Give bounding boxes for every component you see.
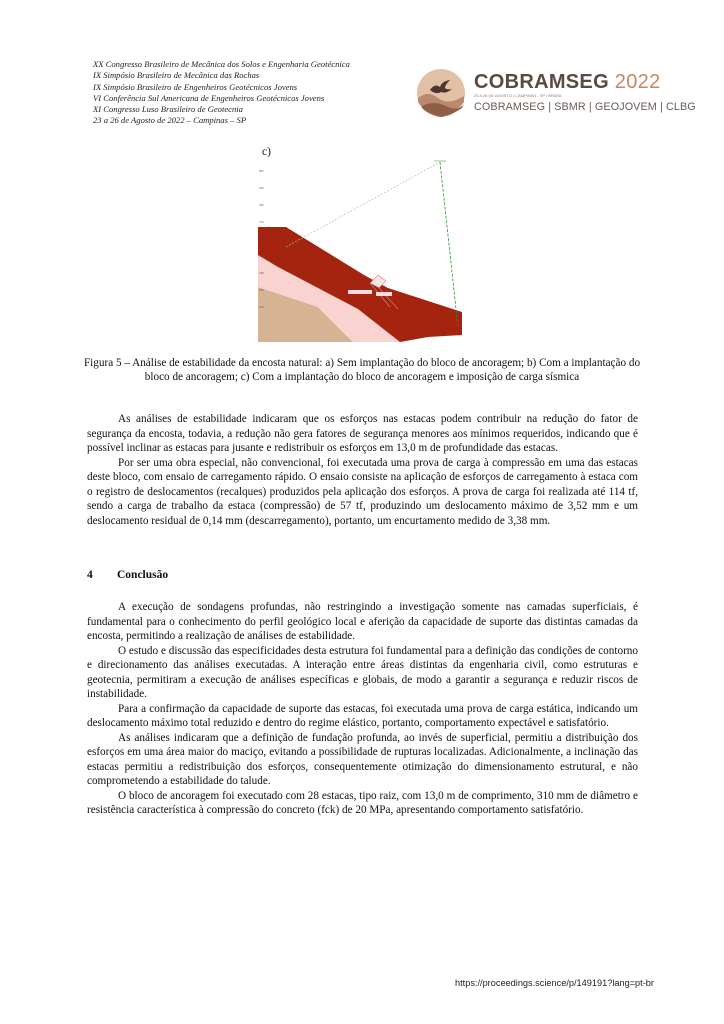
header-date: 23 a 26 de Agosto de 2022 – Campinas – SP — [93, 115, 247, 126]
paragraph: As análises indicaram que a definição de fundação profunda, ao invés de superficial, permitiu a distribuição dos esforços em uma área maior do maciço, evitando a possibilidade de rupturas localizadas. Adicionalmente, a inclinação das estacas permitiu a redistribuição dos esforços, consequentemente otimização do dimensionamento estrutural, e não comprometendo a estabilidade do talude. — [87, 731, 638, 787]
logo-tagline: 23 A 26 DE AGOSTO | CAMPINAS - SP | BRASIL — [474, 93, 563, 98]
header-line: IX Simpósio Brasileiro de Mecânica das Rochas — [93, 70, 260, 81]
elevation-label: 800 — [259, 170, 264, 173]
body-paragraphs-b — [87, 600, 638, 818]
elevation-label: 730 — [259, 289, 264, 292]
paragraph: A execução de sondagens profundas, não restringindo a investigação somente nas camadas superficiais, é fundamental para o conhecimento do perfil geológico local e aferição da capacidade de suporte das distintas camadas da encosta, permitindo a realização de análises de estabilidade. — [87, 601, 638, 642]
paragraph: Por ser uma obra especial, não convencional, foi executada uma prova de carga à compressão em uma das estacas deste bloco, com ensaio de carregamento rápido. O ensaio consiste na aplicação de esforços de carregamento à estaca com o registro de deslocamentos (recalques) produzidos pela aplicação dos esforços. A prova de carga foi realizada até 114 tf, sendo a carga de trabalho da estaca (compressão) de 57 tf, produzindo um deslocamento máximo de 3,52 mm e um deslocamento residual de 0,14 mm (descarregamento), portanto, um encurtamento medido de 3,38 mm. — [87, 456, 638, 527]
elevation-label: 780 — [259, 204, 264, 207]
conference-header — [93, 59, 413, 127]
header-line: VI Conferência Sul Americana de Engenheiros Geotécnicos Jovens — [93, 92, 325, 103]
label-box — [348, 290, 372, 294]
logo-subtitle: COBRAMSEG | SBMR | GEOJOVEM | CLBG — [474, 101, 696, 113]
elevation-label: 750 — [259, 255, 264, 258]
footer-url[interactable]: https://proceedings.science/p/149191?lang=pt-br — [455, 978, 654, 988]
elevation-label: 770 — [259, 221, 264, 224]
elevation-label: 720 — [259, 306, 264, 309]
elevation-label: 760 — [259, 238, 264, 241]
cobramseg-logo — [416, 68, 696, 120]
elevation-axis — [259, 170, 264, 309]
bird-emblem-icon — [416, 68, 466, 118]
paragraph: O bloco de ancoragem foi executado com 28 estacas, tipo raiz, com 13,0 m de comprimento, 310 mm de diâmetro e resistência característica à compressão do concreto (fck) de 20 MPa, apresentando comportamento satisfatório. — [87, 789, 638, 816]
elevation-label: 740 — [259, 272, 264, 275]
slip-surface-line — [286, 162, 440, 247]
anchor-line — [440, 162, 458, 327]
header-line: XI Congresso Luso Brasileiro de Geotecnia — [93, 104, 243, 115]
section-heading — [87, 569, 168, 581]
paragraph: As análises de estabilidade indicaram que os esforços nas estacas podem contribuir na redução do fator de segurança da encosta, todavia, a redução não gera fatores de segurança menores aos mínimos requeridos, indicando que é possível inclinar as estacas para jusante e redistribuir os esforços em 13,0 m de profundidade das estacas. — [87, 413, 638, 454]
figure-caption: Figura 5 – Análise de estabilidade da encosta natural: a) Sem implantação do bloco de ancoragem; b) Com a implantação do bloco de ancoragem; c) Com a implantação do bloco de ancoragem e imposição de carga sísmica — [83, 357, 641, 383]
header-line: XX Congresso Brasileiro de Mecânica dos Solos e Engenharia Geotécnica — [93, 59, 350, 69]
section-number: 4 — [87, 569, 93, 581]
header-line: IX Simpósio Brasileiro de Engenheiros Geotécnicos Jovens — [93, 81, 298, 92]
section-title: Conclusão — [117, 569, 169, 581]
figure-panel-label: c) — [262, 146, 271, 158]
paragraph: O estudo e discussão das especificidades desta estrutura foi fundamental para a definição das condições de contorno e direcionamento das análises executadas. A interação entre áreas distintas da engenharia civil, como estruturas e geotecnia, permitiram a execução de análises específicas e globais, de modo a garantir a segurança e reduzir riscos de instabilidade. — [87, 644, 638, 700]
logo-title: COBRAMSEG 2022 — [474, 71, 661, 93]
elevation-label: 790 — [259, 187, 264, 190]
paragraph: Para a confirmação da capacidade de suporte das estacas, foi executada uma prova de carga estática, indicando um deslocamento máximo total reduzido e dentro do regime elástico, portanto, comportamento expectável e satisfatório. — [87, 702, 638, 729]
body-paragraphs-a — [87, 412, 638, 528]
slope-stability-figure — [258, 157, 462, 342]
label-box — [376, 292, 392, 296]
